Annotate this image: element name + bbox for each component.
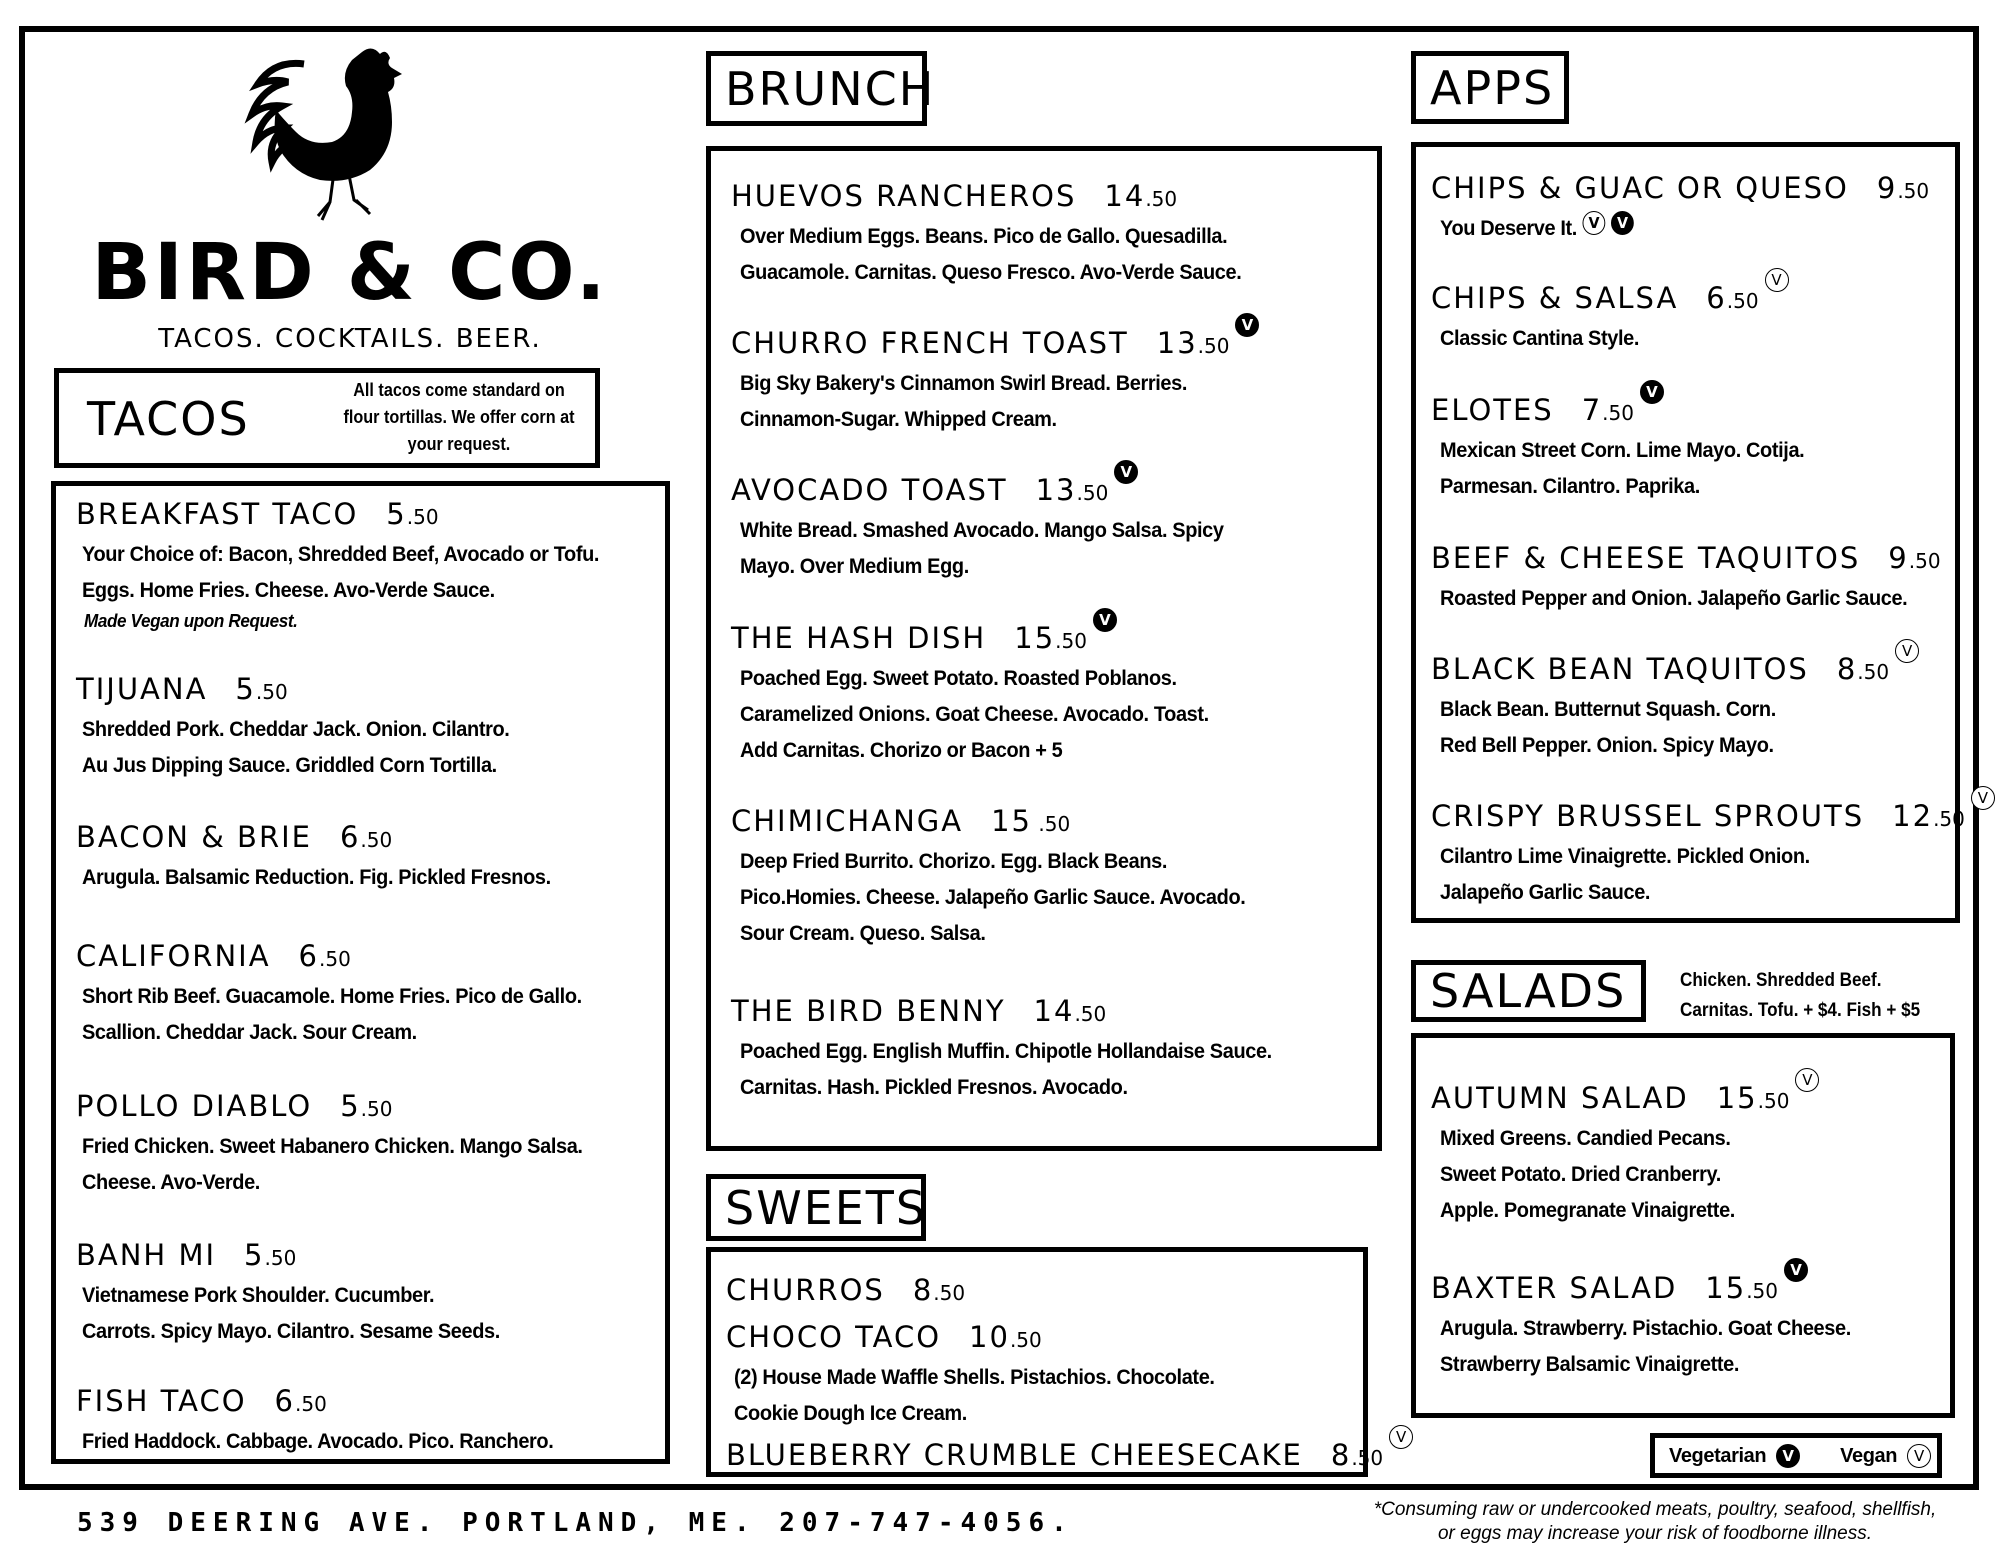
price-dollars: 7 <box>1581 393 1603 427</box>
price-cents: .50 <box>933 1281 966 1305</box>
item-description-line: Black Bean. Butternut Squash. Corn. <box>1440 698 1776 721</box>
item-description-line: Au Jus Dipping Sauce. Griddled Corn Tortilla. <box>82 754 497 777</box>
price-dollars: 13 <box>1035 473 1077 507</box>
item-description-line: Mixed Greens. Candied Pecans. <box>1440 1127 1731 1150</box>
item-description-line: (2) House Made Waffle Shells. Pistachios. Chocolate. <box>734 1366 1215 1389</box>
item-description-line: Carnitas. Hash. Pickled Fresnos. Avocado. <box>740 1076 1128 1099</box>
menu-item <box>731 801 1272 952</box>
item-description-line: Jalapeño Garlic Sauce. <box>1440 881 1651 904</box>
price-cents: .50 <box>1076 481 1109 505</box>
item-description-line: Cilantro Lime Vinaigrette. Pickled Onion. <box>1440 845 1810 868</box>
item-description-line: Sour Cream. Queso. Salsa. <box>740 922 986 945</box>
menu-item <box>731 463 1249 585</box>
item-description-text: You Deserve It. <box>1440 217 1577 240</box>
item-description-line: Deep Fried Burrito. Chorizo. Egg. Black Beans. <box>740 850 1168 873</box>
price-dollars: 5 <box>244 1238 265 1272</box>
item-name: THE HASH DISH <box>731 621 987 655</box>
vegan-icon: V <box>1389 1425 1413 1449</box>
price-dollars: 10 <box>969 1320 1010 1354</box>
menu-item-header <box>76 936 608 979</box>
item-description-line: Shredded Pork. Cheddar Jack. Onion. Cilantro. <box>82 718 510 741</box>
item-price <box>1036 473 1109 507</box>
vegan-icon: V <box>1907 1444 1931 1468</box>
item-name: CALIFORNIA <box>76 939 271 973</box>
item-description-line: Over Medium Eggs. Beans. Pico de Gallo. Quesadilla. <box>740 225 1228 248</box>
item-price <box>1034 994 1107 1028</box>
rooster-logo-icon <box>244 44 414 234</box>
menu-item-header <box>76 1235 522 1278</box>
price-cents: .50 <box>1897 179 1930 203</box>
menu-item <box>76 669 532 784</box>
price-cents: .50 <box>1032 812 1071 836</box>
tacos-header-box <box>54 368 600 468</box>
item-description-line: Mayo. Over Medium Egg. <box>740 555 969 578</box>
item-description-line: Scallion. Cheddar Jack. Sour Cream. <box>82 1021 417 1044</box>
footer-disclaimer <box>1340 1498 1970 1546</box>
item-description-line: Your Choice of: Bacon, Shredded Beef, Avocado or Tofu. <box>82 543 600 566</box>
price-cents: .50 <box>1908 549 1941 573</box>
item-price <box>1892 799 1965 833</box>
menu-item-header <box>76 817 575 860</box>
item-price <box>1706 281 1758 315</box>
menu-item-header <box>1431 789 1995 839</box>
item-description-line: Fried Chicken. Sweet Habanero Chicken. Mango Salsa. <box>82 1135 583 1158</box>
item-name: CHURROS <box>726 1273 885 1307</box>
item-description-line: Arugula. Strawberry. Pistachio. Goat Cheese. <box>1440 1317 1851 1340</box>
menu-item <box>76 1381 578 1460</box>
vegan-icon: V <box>1895 639 1919 663</box>
item-price <box>1705 1271 1778 1305</box>
diet-legend <box>1650 1433 1942 1478</box>
price-cents: .50 <box>264 1246 297 1270</box>
menu-item-header <box>731 176 1268 219</box>
price-cents: .50 <box>1055 629 1087 653</box>
menu-item-header <box>731 316 1259 366</box>
item-description-line: Apple. Pomegranate Vinaigrette. <box>1440 1199 1735 1222</box>
menu-item <box>76 1235 522 1350</box>
item-name: BLUEBERRY CRUMBLE CHEESECAKE <box>726 1438 1303 1472</box>
price-dollars: 5 <box>340 1089 361 1123</box>
item-name: CHURRO FRENCH TOAST <box>731 326 1129 360</box>
menu-item <box>76 1086 609 1201</box>
price-dollars: 5 <box>235 672 256 706</box>
menu-item <box>731 991 1300 1106</box>
price-cents: .50 <box>1351 1446 1384 1470</box>
item-price <box>1104 179 1177 213</box>
item-price <box>340 1089 392 1123</box>
item-description-line: Poached Egg. Sweet Potato. Roasted Poblanos. <box>740 667 1177 690</box>
price-cents: .50 <box>255 680 288 704</box>
item-name: BACON & BRIE <box>76 820 312 854</box>
item-description-line: Cookie Dough Ice Cream. <box>734 1402 967 1425</box>
item-description-line: Roasted Pepper and Onion. Jalapeño Garlic Sauce. <box>1440 587 1908 610</box>
item-description-line: Sweet Potato. Dried Cranberry. <box>1440 1163 1721 1186</box>
item-description-line: White Bread. Smashed Avocado. Mango Salsa. Spicy <box>740 519 1224 542</box>
item-name: BEEF & CHEESE TAQUITOS <box>1431 541 1861 575</box>
item-price <box>299 939 351 973</box>
menu-item <box>76 494 626 633</box>
item-description-line: Eggs. Home Fries. Cheese. Avo-Verde Sauce. <box>82 579 495 602</box>
price-dollars: 13 <box>1156 326 1198 360</box>
item-name: CHIPS & SALSA <box>1431 281 1679 315</box>
menu-item-header <box>726 1428 1413 1478</box>
salads-note-line: Carnitas. Tofu. + $4. Fish + $5 <box>1680 1000 1921 1021</box>
legend-vegetarian-label: Vegetarian <box>1669 1444 1767 1467</box>
price-dollars: 9 <box>1888 541 1909 575</box>
menu-item-header <box>1431 642 1919 692</box>
menu-item <box>1431 642 1919 764</box>
item-price <box>275 1384 327 1418</box>
item-description-line: Classic Cantina Style. <box>1440 327 1639 350</box>
item-price <box>1014 621 1087 655</box>
price-dollars: 15 <box>1705 1271 1747 1305</box>
vegetarian-icon: V <box>1640 380 1664 404</box>
item-price <box>1582 393 1634 427</box>
price-cents: .50 <box>1857 660 1890 684</box>
menu-item-header <box>1431 538 1941 581</box>
menu-item <box>76 817 575 896</box>
item-price <box>1877 171 1929 205</box>
section-title-sweets: SWEETS <box>706 1174 926 1241</box>
item-price <box>235 672 287 706</box>
item-name: CRISPY BRUSSEL SPROUTS <box>1431 799 1865 833</box>
item-price <box>1888 541 1940 575</box>
item-name: AVOCADO TOAST <box>731 473 1008 507</box>
item-note: Made Vegan upon Request. <box>84 611 298 631</box>
item-price <box>1157 326 1230 360</box>
menu-item <box>731 611 1234 769</box>
menu-item-header <box>76 494 626 537</box>
item-name: POLLO DIABLO <box>76 1089 313 1123</box>
price-dollars: 5 <box>386 497 407 531</box>
price-cents: .50 <box>1145 187 1178 211</box>
price-cents: .50 <box>406 505 439 529</box>
menu-item <box>726 1317 1240 1432</box>
item-description-line: Caramelized Onions. Goat Cheese. Avocado. Toast. <box>740 703 1209 726</box>
menu-item <box>1431 1071 1819 1229</box>
item-description-line: Cinnamon-Sugar. Whipped Cream. <box>740 408 1057 431</box>
item-name: BAXTER SALAD <box>1431 1271 1678 1305</box>
price-cents: .50 <box>1746 1279 1778 1303</box>
menu-item-header <box>731 991 1300 1034</box>
vegetarian-icon: V <box>1784 1258 1808 1282</box>
item-description-line: Mexican Street Corn. Lime Mayo. Cotija. <box>1440 439 1805 462</box>
item-description-line: Add Carnitas. Chorizo or Bacon + 5 <box>740 739 1063 762</box>
item-description-line: Cheese. Avo-Verde. <box>82 1171 260 1194</box>
price-dollars: 12 <box>1892 799 1934 833</box>
section-title-tacos: TACOS <box>87 392 250 446</box>
item-price <box>1717 1081 1790 1115</box>
item-description-line: Strawberry Balsamic Vinaigrette. <box>1440 1353 1740 1376</box>
menu-item <box>1431 1261 1872 1383</box>
brand-name: BIRD & CO. <box>91 228 609 318</box>
item-description-line: Big Sky Bakery's Cinnamon Swirl Bread. Berries. <box>740 372 1188 395</box>
item-name: CHIPS & GUAC OR QUESO <box>1431 171 1849 205</box>
price-dollars: 6 <box>339 820 361 854</box>
item-name: ELOTES <box>1431 393 1554 427</box>
price-dollars: 6 <box>274 1384 295 1418</box>
menu-item <box>731 316 1259 438</box>
item-price <box>1837 652 1889 686</box>
menu-item-header <box>1431 1071 1819 1121</box>
price-cents: .50 <box>1602 401 1634 425</box>
item-name: BANH MI <box>76 1238 217 1272</box>
legend-vegan-label: Vegan <box>1840 1444 1898 1467</box>
vegetarian-icon: V <box>1235 313 1259 337</box>
price-dollars: 15 <box>991 804 1032 838</box>
price-dollars: 8 <box>1330 1438 1352 1472</box>
price-cents: .50 <box>1074 1002 1107 1026</box>
section-title-apps: APPS <box>1411 51 1569 124</box>
brand-tagline: TACOS. COCKTAILS. BEER. <box>158 324 542 354</box>
price-cents: .50 <box>1933 807 1965 831</box>
menu-item-header <box>1431 168 1929 211</box>
section-title-brunch: BRUNCH <box>706 51 927 126</box>
price-cents: .50 <box>1726 289 1759 313</box>
item-price <box>1331 1438 1383 1472</box>
menu-item-header <box>1431 383 1824 433</box>
item-name: AUTUMN SALAD <box>1431 1081 1689 1115</box>
price-dollars: 14 <box>1033 994 1075 1028</box>
vegetarian-icon: V <box>1114 460 1138 484</box>
menu-item-header <box>76 1381 578 1424</box>
menu-item <box>1431 789 1995 911</box>
price-cents: .50 <box>295 1392 327 1416</box>
vegetarian-icon: V <box>1093 608 1117 632</box>
item-name: BLACK BEAN TAQUITOS <box>1431 652 1809 686</box>
menu-item-header <box>731 463 1249 513</box>
item-name: CHIMICHANGA <box>731 804 964 838</box>
menu-item <box>1431 271 1789 357</box>
price-cents: .50 <box>1197 334 1230 358</box>
disclaimer-line: or eggs may increase your risk of foodborne illness. <box>1437 1523 1873 1544</box>
price-dollars: 6 <box>298 939 319 973</box>
price-cents: .50 <box>360 1097 393 1121</box>
item-name: BREAKFAST TACO <box>76 497 359 531</box>
item-price <box>340 820 392 854</box>
price-dollars: 8 <box>1836 652 1858 686</box>
item-description-line: Arugula. Balsamic Reduction. Fig. Pickled Fresnos. <box>82 866 551 889</box>
price-dollars: 15 <box>1014 621 1056 655</box>
item-description-line: Poached Egg. English Muffin. Chipotle Hollandaise Sauce. <box>740 1040 1272 1063</box>
price-dollars: 15 <box>1716 1081 1758 1115</box>
section-title-salads: SALADS <box>1411 960 1646 1022</box>
vegetarian-icon: V <box>1611 211 1634 235</box>
menu-item <box>731 176 1268 291</box>
vegan-icon: V <box>1765 268 1789 292</box>
menu-item-header <box>1431 271 1789 321</box>
disclaimer-line: *Consuming raw or undercooked meats, poultry, seafood, shellfish, <box>1373 1499 1937 1520</box>
menu-item <box>1431 168 1929 247</box>
item-description-line: Parmesan. Cilantro. Paprika. <box>1440 475 1700 498</box>
item-name: TIJUANA <box>76 672 208 706</box>
item-description-line <box>1440 211 1905 247</box>
menu-item-header <box>731 611 1234 661</box>
menu-item-header <box>1431 1261 1872 1311</box>
item-name: THE BIRD BENNY <box>731 994 1006 1028</box>
salads-note-line: Chicken. Shredded Beef. <box>1680 970 1882 991</box>
item-description-line: Short Rib Beef. Guacamole. Home Fries. Pico de Gallo. <box>82 985 582 1008</box>
tacos-note: All tacos come standard on flour tortillas. We offer corn at your request. <box>343 380 575 454</box>
salads-protein-note <box>1680 966 1920 1026</box>
menu-item-header <box>76 1086 609 1129</box>
price-dollars: 8 <box>912 1273 934 1307</box>
price-cents: .50 <box>1009 1328 1042 1352</box>
vegan-icon: V <box>1971 786 1995 810</box>
item-description-line: Guacamole. Carnitas. Queso Fresco. Avo-Verde Sauce. <box>740 261 1242 284</box>
price-dollars: 6 <box>1706 281 1727 315</box>
menu-item <box>1431 538 1941 617</box>
item-name: FISH TACO <box>76 1384 247 1418</box>
item-description-line: Carrots. Spicy Mayo. Cilantro. Sesame Seeds. <box>82 1320 500 1343</box>
item-description-line: Red Bell Pepper. Onion. Spicy Mayo. <box>1440 734 1774 757</box>
item-price <box>913 1273 965 1307</box>
menu-item <box>726 1428 1413 1478</box>
footer-address: 539 DEERING AVE. PORTLAND, ME. 207-747-4056. <box>77 1508 1074 1538</box>
menu-item-header <box>731 801 1272 844</box>
item-price <box>244 1238 296 1272</box>
item-price <box>991 804 1070 838</box>
price-cents: .50 <box>319 947 351 971</box>
item-description-line: Vietnamese Pork Shoulder. Cucumber. <box>82 1284 435 1307</box>
price-cents: .50 <box>1757 1089 1790 1113</box>
menu-item-header <box>726 1317 1240 1360</box>
menu-item <box>76 936 608 1051</box>
vegan-icon: V <box>1583 211 1606 235</box>
item-name: HUEVOS RANCHEROS <box>731 179 1077 213</box>
menu-item <box>726 1270 965 1313</box>
item-price <box>969 1320 1042 1354</box>
menu-item <box>1431 383 1824 505</box>
menu-item-header <box>76 669 532 712</box>
price-dollars: 14 <box>1104 179 1146 213</box>
item-price <box>386 497 438 531</box>
menu-item-header <box>726 1270 965 1313</box>
price-dollars: 9 <box>1876 171 1898 205</box>
price-cents: .50 <box>360 828 393 852</box>
item-name: CHOCO TACO <box>726 1320 942 1354</box>
item-description-line: Fried Haddock. Cabbage. Avocado. Pico. Ranchero. <box>82 1430 554 1453</box>
vegan-icon: V <box>1795 1068 1819 1092</box>
item-description-line: Pico.Homies. Cheese. Jalapeño Garlic Sauce. Avocado. <box>740 886 1246 909</box>
vegetarian-icon: V <box>1776 1444 1800 1468</box>
